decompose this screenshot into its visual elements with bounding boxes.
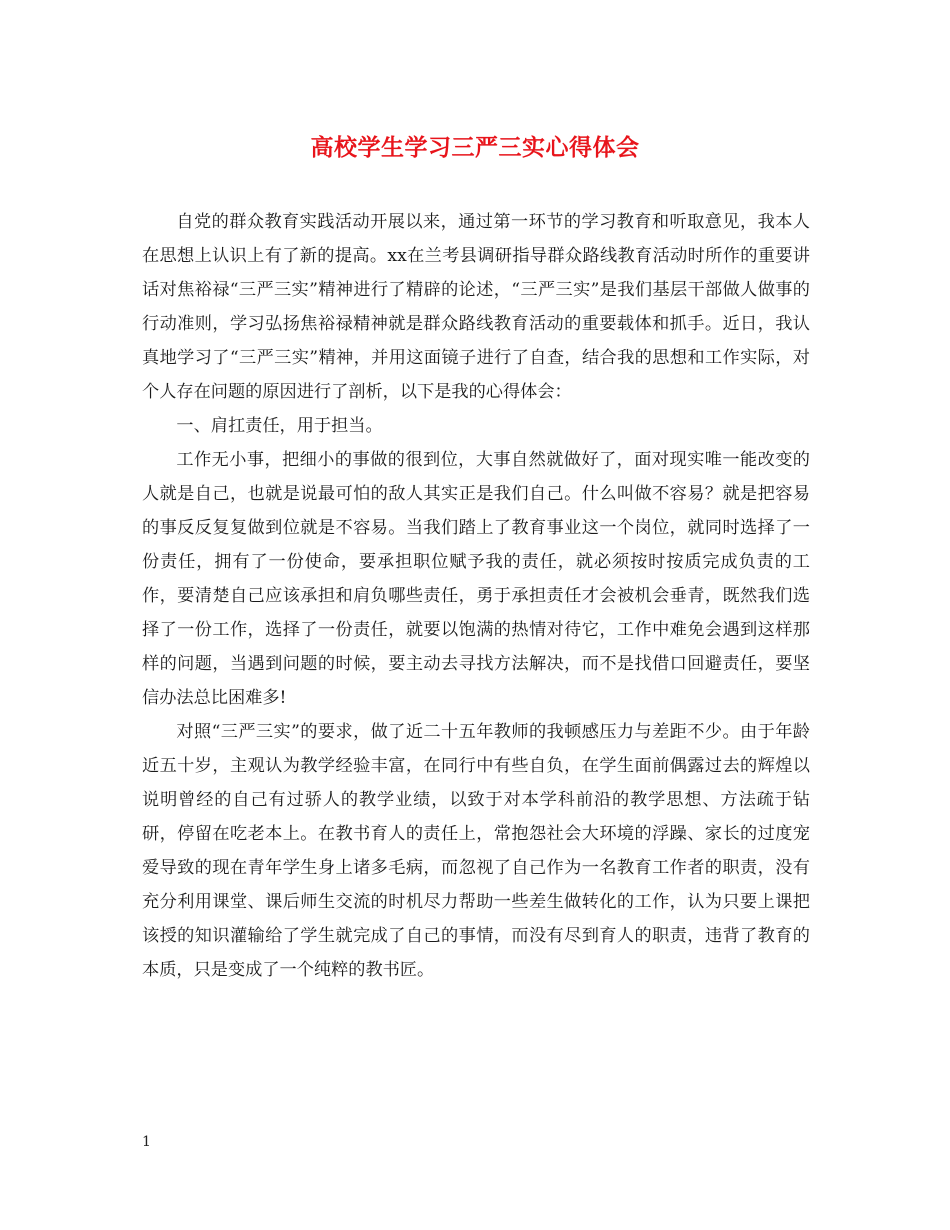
document-title: 高校学生学习三严三实心得体会 [310,134,640,161]
page-number: 1 [142,1134,151,1150]
paragraph-self-review: 对照“三严三实”的要求，做了近二十五年教师的我顿感压力与差距不少。由于年龄近五十岁，主观认为教学经验丰富，在同行中有些自负，在学生面前偶露过去的辉煌以说明曾经的自己有过骄人的教学业绩，以致于对本学科前沿的教学思想、方法疏于钻研，停留在吃老本上。在教书育人的责任上，常抱怨社会大环境的浮躁、家长的过度宠爱导致的现在青年学生身上诸多毛病，而忽视了自己作为一名教育工作者的职责，没有充分利用课堂、课后师生交流的时机尽力帮助一些差生做转化的工作，认为只要上课把该授的知识灌输给了学生就完成了自己的事情，而没有尽到育人的职责，违背了教育的本质，只是变成了一个纯粹的教书匠。 [142,722,810,980]
document-body [142,205,810,987]
paragraph-heading-1: 一、肩扛责任，用于担当。 [176,416,383,436]
paragraph-intro: 自党的群众教育实践活动开展以来，通过第一环节的学习教育和听取意见，我本人在思想上认识上有了新的提高。xx在兰考县调研指导群众路线教育活动时所作的重要讲话对焦裕禄“三严三实”精神进行了精辟的论述，“三严三实”是我们基层干部做人做事的行动准则，学习弘扬焦裕禄精神就是群众路线教育活动的重要载体和抓手。近日，我认真地学习了“三严三实”精神，并用这面镜子进行了自查，结合我的思想和工作实际，对个人存在问题的原因进行了剖析，以下是我的心得体会： [142,212,810,402]
paragraph-responsibility: 工作无小事，把细小的事做的很到位，大事自然就做好了，面对现实唯一能改变的人就是自己，也就是说最可怕的敌人其实正是我们自己。什么叫做不容易？就是把容易的事反反复复做到位就是不容易。当我们踏上了教育事业这一个岗位，就同时选择了一份责任，拥有了一份使命，要承担职位赋予我的责任，就必须按时按质完成负责的工作，要清楚自己应该承担和肩负哪些责任，勇于承担责任才会被机会垂青，既然我们选择了一份工作，选择了一份责任，就要以饱满的热情对待它，工作中难免会遇到这样那样的问题，当遇到问题的时候，要主动去寻找方法解决，而不是找借口回避责任，要坚信办法总比困难多! [142,450,810,708]
